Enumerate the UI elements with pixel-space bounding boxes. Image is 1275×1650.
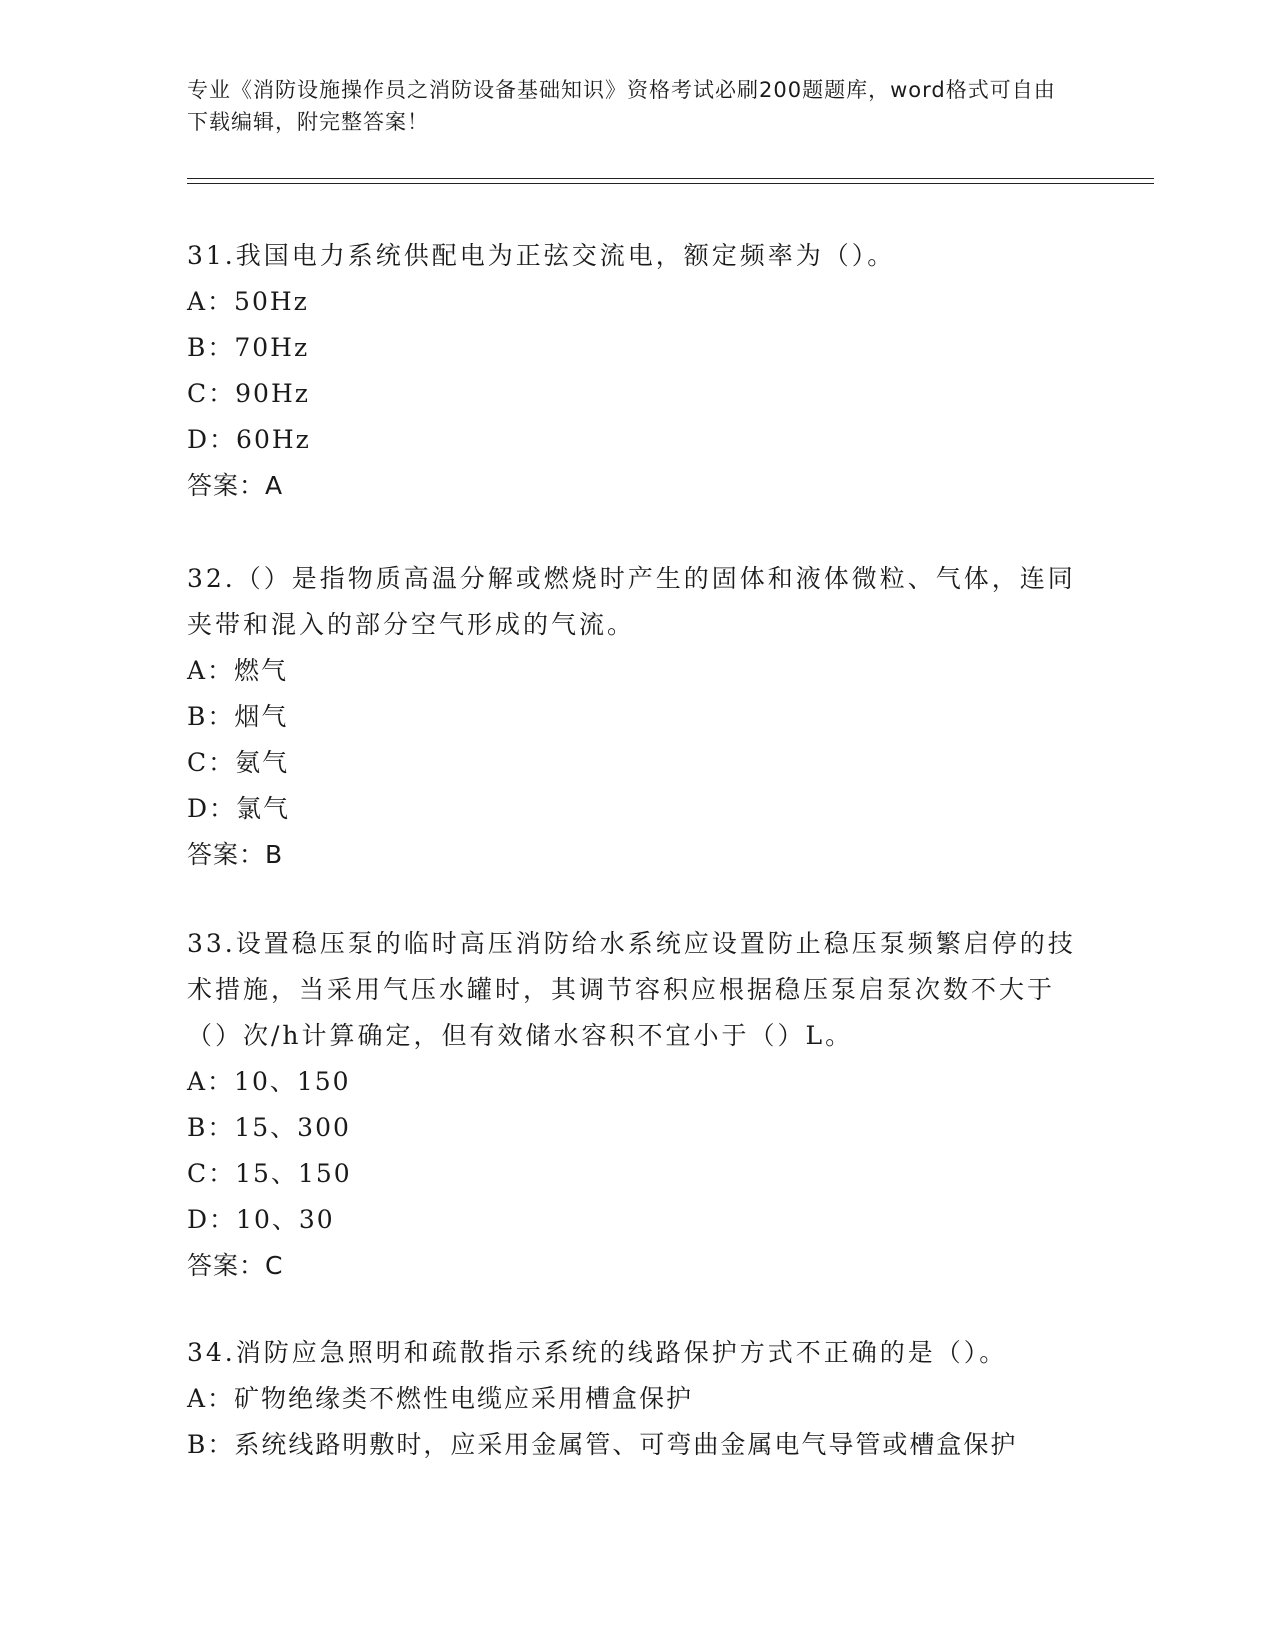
option-c: C：氨气 [187, 748, 290, 777]
question-33 [187, 921, 1087, 1289]
question-stem: 32.（）是指物质高温分解或燃烧时产生的固体和液体微粒、气体，连同夹带和混入的部分空气形成的气流。 [187, 564, 1076, 639]
question-stem: 31.我国电力系统供配电为正弦交流电，额定频率为（）。 [187, 241, 896, 270]
option-a: A：燃气 [187, 656, 289, 685]
option-b: B：15、300 [187, 1113, 351, 1142]
header-divider-bottom [187, 183, 1154, 184]
document-intro: 专业《消防设施操作员之消防设备基础知识》资格考试必刷200题题库，word格式可自由下载编辑，附完整答案！ [187, 78, 1056, 134]
header-divider-top [187, 178, 1154, 179]
option-b: B：烟气 [187, 702, 289, 731]
option-a: A：50Hz [187, 287, 309, 316]
answer: 答案：C [187, 1251, 284, 1280]
option-d: D：氯气 [187, 794, 291, 823]
option-a: A：矿物绝缘类不燃性电缆应采用槽盒保护 [187, 1384, 694, 1413]
question-32 [187, 556, 1087, 878]
question-34 [187, 1330, 1087, 1468]
option-a: A：10、150 [187, 1067, 351, 1096]
option-b: B：系统线路明敷时，应采用金属管、可弯曲金属电气导管或槽盒保护 [187, 1430, 1018, 1459]
option-c: C：15、150 [187, 1159, 352, 1188]
question-stem: 33.设置稳压泵的临时高压消防给水系统应设置防止稳压泵频繁启停的技术措施，当采用气压水罐时，其调节容积应根据稳压泵启泵次数不大于（）次/h计算确定，但有效储水容积不宜小于（）L。 [187, 929, 1076, 1050]
option-b: B：70Hz [187, 333, 310, 362]
answer: 答案：B [187, 840, 284, 869]
option-d: D：60Hz [187, 425, 311, 454]
answer: 答案：A [187, 471, 284, 500]
question-stem: 34.消防应急照明和疏散指示系统的线路保护方式不正确的是（）。 [187, 1338, 1008, 1367]
question-31 [187, 233, 1087, 509]
option-d: D：10、30 [187, 1205, 335, 1234]
option-c: C：90Hz [187, 379, 310, 408]
